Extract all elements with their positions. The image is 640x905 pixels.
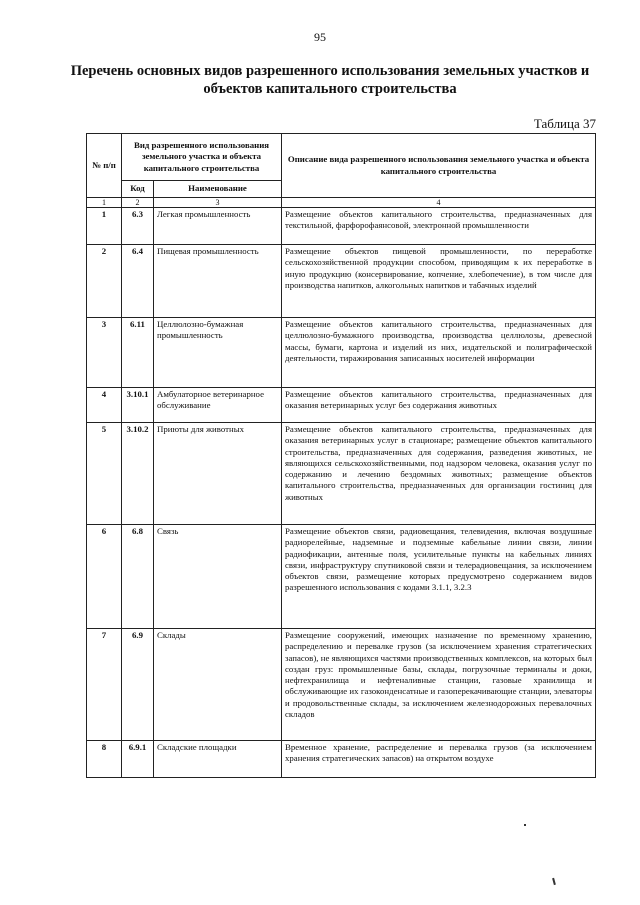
row-code: 6.11 <box>122 318 154 388</box>
column-index-row <box>87 198 596 208</box>
row-number: 7 <box>87 629 122 741</box>
table-row <box>87 245 596 318</box>
row-code: 6.4 <box>122 245 154 318</box>
table-row <box>87 423 596 525</box>
table-row <box>87 741 596 778</box>
scan-speck <box>552 878 555 885</box>
row-name: Склады <box>154 629 282 741</box>
row-number: 8 <box>87 741 122 778</box>
document-title: Перечень основных видов разрешенного использования земельных участков и объектов капитального строительства <box>70 63 590 97</box>
header-group: Вид разрешенного использования земельного участка и объекта капитального строительства <box>122 134 282 181</box>
row-name: Легкая промышленность <box>154 208 282 245</box>
row-code: 6.9 <box>122 629 154 741</box>
row-name: Связь <box>154 525 282 629</box>
row-number: 6 <box>87 525 122 629</box>
page-number: 95 <box>314 30 326 44</box>
row-code: 6.8 <box>122 525 154 629</box>
row-name: Целлюлозно-бумажная промышленность <box>154 318 282 388</box>
table-row <box>87 525 596 629</box>
table-row <box>87 629 596 741</box>
index-cell: 3 <box>154 198 282 208</box>
row-code: 6.3 <box>122 208 154 245</box>
row-description: Размещение объектов капитального строительства, предназначенных для целлюлозно-бумажного производства, производства целлюлозы, древесной массы, бумаги, картона и изделий из них, издательской и полиграфической деятельности, тиражирования записанных носителей информации <box>282 318 596 388</box>
header-row <box>87 134 596 181</box>
row-code: 6.9.1 <box>122 741 154 778</box>
scan-speck <box>524 824 526 826</box>
header-code: Код <box>122 181 154 198</box>
index-cell: 4 <box>282 198 596 208</box>
header-num: № п/п <box>87 134 122 198</box>
row-number: 1 <box>87 208 122 245</box>
table-row <box>87 318 596 388</box>
row-code: 3.10.1 <box>122 388 154 423</box>
row-number: 4 <box>87 388 122 423</box>
table-row <box>87 208 596 245</box>
land-use-table <box>86 133 596 778</box>
row-name: Пищевая промышленность <box>154 245 282 318</box>
index-cell: 2 <box>122 198 154 208</box>
row-description: Размещение объектов пищевой промышленности, по переработке сельскохозяйственной продукции способом, приводящим к их переработке в иную продукцию (консервирование, копчение, хлебопечение), в том числе для производства напитков, алкогольных напитков и табачных изделий <box>282 245 596 318</box>
index-cell: 1 <box>87 198 122 208</box>
row-description: Размещение объектов капитального строительства, предназначенных для текстильной, фарфорофаянсовой, электронной промышленности <box>282 208 596 245</box>
row-number: 5 <box>87 423 122 525</box>
row-description: Размещение сооружений, имеющих назначение по временному хранению, распределению и перевалке грузов (за исключением хранения стратегических запасов), не являющихся частями производственных комплексов, на которых был создан груз: промышленные базы, склады, погрузочные терминалы и доки, нефтехранилища и нефтеналивные станции, газовые хранилища и обслуживающие их газоконденсатные и газоперекачивающие станции, элеваторы и продовольственные склады, за исключением железнодорожных перевалочных складов <box>282 629 596 741</box>
row-number: 3 <box>87 318 122 388</box>
table-label: Таблица 37 <box>533 116 596 131</box>
header-desc: Описание вида разрешенного использования земельного участка и объекта капитального строительства <box>282 134 596 198</box>
row-description: Временное хранение, распределение и перевалка грузов (за исключением хранения стратегических запасов) на открытом воздухе <box>282 741 596 778</box>
row-description: Размещение объектов капитального строительства, предназначенных для оказания ветеринарных услуг в стационаре; размещение объектов капитального строительства, предназначенных для содержания, разведения животных, не являющихся сельскохозяйственными, под надзором человека, оказания услуг по содержанию и лечению бездомных животных; размещение объектов капитального строительства, предназначенных для организации гостиниц для животных <box>282 423 596 525</box>
row-description: Размещение объектов капитального строительства, предназначенных для оказания ветеринарных услуг без содержания животных <box>282 388 596 423</box>
row-name: Приюты для животных <box>154 423 282 525</box>
row-description: Размещение объектов связи, радиовещания, телевидения, включая воздушные радиорелейные, надземные и подземные кабельные линии связи, линии радиофикации, антенные поля, усилительные пункты на кабельных линиях связи, инфраструктуру спутниковой связи и телерадиовещания, за исключением объектов связи, размещение которых предусмотрено содержанием видов разрешенного использования с кодами 3.1.1, 3.2.3 <box>282 525 596 629</box>
row-name: Складские площадки <box>154 741 282 778</box>
row-name: Амбулаторное ветеринарное обслуживание <box>154 388 282 423</box>
header-name: Наименование <box>154 181 282 198</box>
table-row <box>87 388 596 423</box>
row-code: 3.10.2 <box>122 423 154 525</box>
row-number: 2 <box>87 245 122 318</box>
